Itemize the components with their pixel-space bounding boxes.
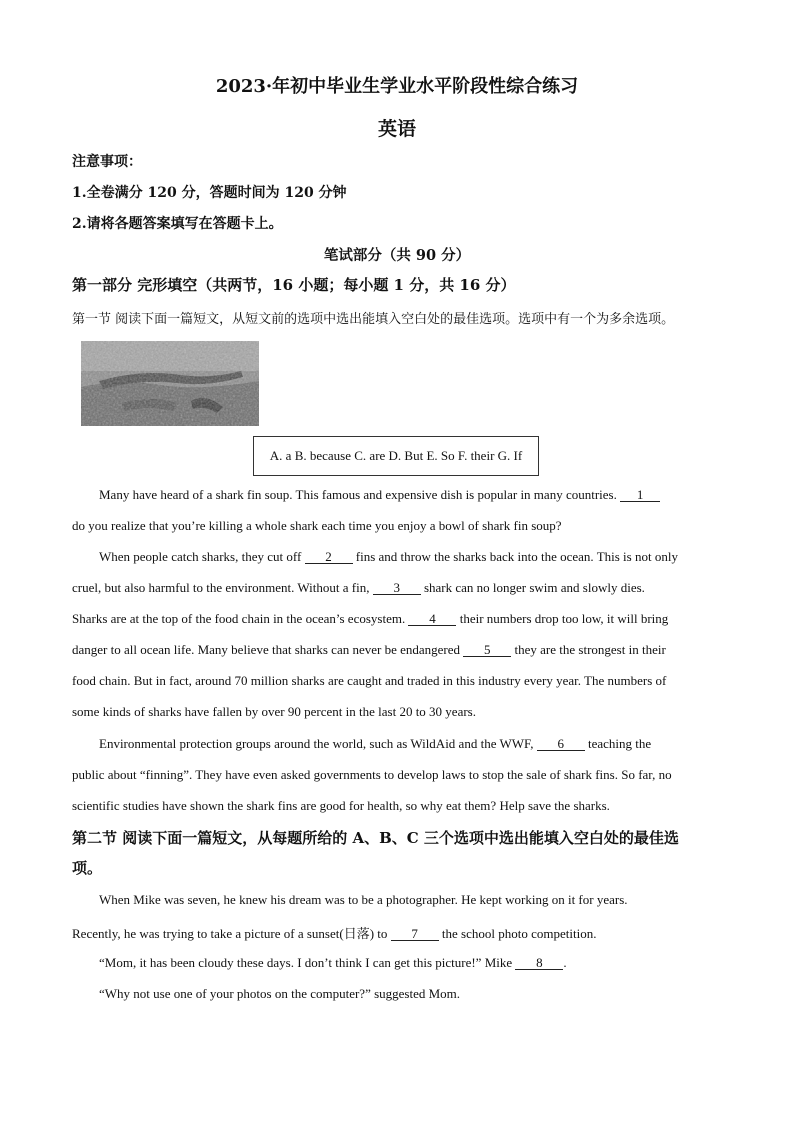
exam-title: 2023·年初中毕业生学业水平阶段性综合练习 bbox=[215, 76, 579, 97]
passage1-line-10: public about “finning”. They have even asked governments to develop laws to stop the sale of shark fins. So far, no bbox=[72, 767, 672, 782]
passage-text: Sharks are at the top of the food chain in the ocean’s ecosystem. bbox=[72, 611, 409, 626]
section2-heading-line-1: 第二节 阅读下面一篇短文，从每题所给的 A、B、C 三个选项中选出能填入空白处的最佳选 bbox=[72, 829, 679, 847]
section1-instruction: 第一节 阅读下面一篇短文，从短文前的选项中选出能填入空白处的最佳选项。选项中有一个为多余选项。 bbox=[72, 312, 675, 327]
blank-8: 8 bbox=[515, 956, 563, 970]
blank-7: 7 bbox=[391, 927, 439, 941]
passage1-line-8: some kinds of sharks have fallen by over 90 percent in the last 20 to 30 years. bbox=[72, 704, 476, 719]
part1-heading: 第一部分 完形填空（共两节，16 小题；每小题 1 分，共 16 分） bbox=[72, 276, 516, 294]
passage2-line-3 bbox=[99, 955, 749, 971]
blank-5: 5 bbox=[463, 643, 511, 657]
shark-photo bbox=[81, 341, 259, 426]
passage1-line-11: scientific studies have shown the shark fins are good for health, so why eat them? Help save the sharks. bbox=[72, 798, 610, 813]
passage1-line-2: do you realize that you’re killing a whole shark each time you enjoy a bowl of shark fin soup? bbox=[72, 518, 562, 533]
options-box: A. a B. because C. are D. But E. So F. their G. If bbox=[253, 436, 539, 476]
passage1-line-6 bbox=[72, 642, 722, 658]
section2-heading-line-2: 项。 bbox=[72, 859, 103, 877]
written-section-heading: 笔试部分（共 90 分） bbox=[323, 247, 471, 264]
passage1-line-4 bbox=[72, 580, 722, 596]
passage-text: teaching the bbox=[584, 736, 652, 751]
passage1-line-7: food chain. But in fact, around 70 million sharks are caught and traded in this industry every year. The numbers of bbox=[72, 673, 667, 688]
passage-text: their numbers drop too low, it will bring bbox=[456, 611, 669, 626]
blank-1: 1 bbox=[620, 488, 660, 502]
note-item-2: 2.请将各题答案填写在答题卡上。 bbox=[72, 216, 283, 232]
passage2-line-1: When Mike was seven, he knew his dream was to be a photographer. He kept working on it for years. bbox=[99, 892, 628, 907]
passage-text: shark can no longer swim and slowly dies. bbox=[420, 580, 645, 595]
blank-3: 3 bbox=[373, 581, 421, 595]
passage-text: When people catch sharks, they cut off bbox=[99, 549, 305, 564]
passage1-line-9 bbox=[99, 736, 749, 752]
blank-6: 6 bbox=[537, 737, 585, 751]
passage-text: fins and throw the sharks back into the ocean. This is not only bbox=[352, 549, 678, 564]
passage-text: Recently, he was trying to take a picture of a sunset(日落) to bbox=[72, 926, 391, 941]
passage-text: they are the strongest in their bbox=[511, 642, 666, 657]
note-item-1: 1.全卷满分 120 分，答题时间为 120 分钟 bbox=[72, 185, 347, 201]
passage-text: “Mom, it has been cloudy these days. I don’t think I can get this picture!” Mike bbox=[99, 955, 516, 970]
passage-text: cruel, but also harmful to the environment. Without a fin, bbox=[72, 580, 373, 595]
passage1-line-3 bbox=[99, 549, 749, 565]
subject-title: 英语 bbox=[377, 118, 416, 140]
passage-text: . bbox=[563, 955, 567, 970]
passage1-line-5 bbox=[72, 611, 722, 627]
passage-text: the school photo competition. bbox=[438, 926, 597, 941]
passage-text: danger to all ocean life. Many believe that sharks can never be endangered bbox=[72, 642, 464, 657]
passage2-line-4: “Why not use one of your photos on the computer?” suggested Mom. bbox=[99, 986, 461, 1001]
blank-4: 4 bbox=[408, 612, 456, 626]
passage-text: Many have heard of a shark fin soup. This famous and expensive dish is popular in many countries. bbox=[99, 487, 621, 502]
blank-2: 2 bbox=[305, 550, 353, 564]
passage1-line-1 bbox=[99, 487, 749, 503]
passage-text: Environmental protection groups around the world, such as WildAid and the WWF, bbox=[99, 736, 537, 751]
passage2-line-2 bbox=[72, 923, 722, 942]
notes-heading: 注意事项： bbox=[72, 154, 142, 170]
